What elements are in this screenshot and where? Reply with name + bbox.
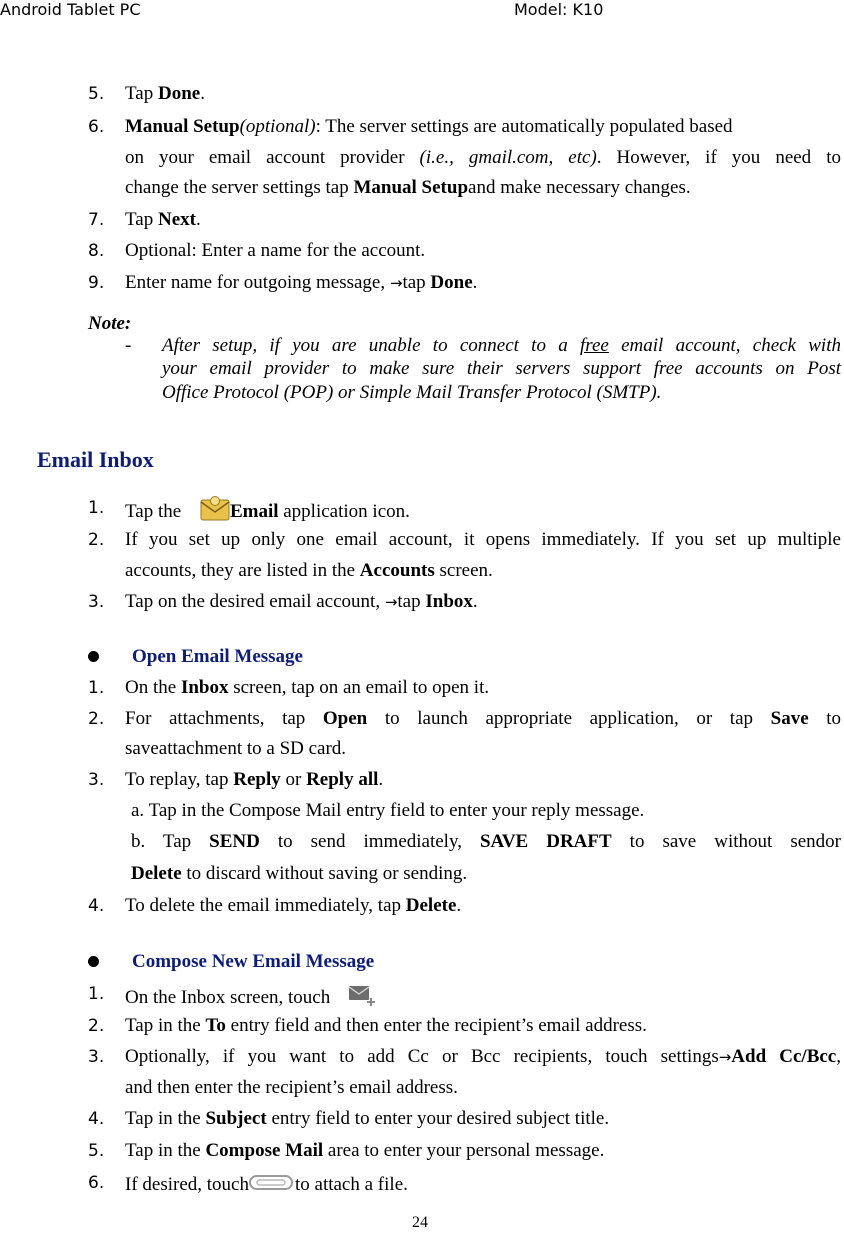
list-item: Manual Setup(optional): The server settings are automatically populated based bbox=[125, 116, 733, 137]
sub-item: a. Tap in the Compose Mail entry field to enter your reply message. bbox=[131, 800, 645, 821]
list-number: 4. bbox=[88, 1109, 105, 1129]
list-number: 7. bbox=[88, 210, 105, 230]
note-text: your email provider to make sure their servers support free accounts on Post bbox=[162, 358, 841, 379]
header-model: Model: K10 bbox=[514, 0, 604, 19]
subsection-heading: Compose New Email Message bbox=[132, 951, 375, 972]
compose-icon bbox=[347, 982, 379, 1015]
list-number: 6. bbox=[88, 117, 105, 137]
list-item: Enter name for outgoing message, →tap Done. bbox=[125, 272, 478, 293]
list-item: If you set up only one email account, it opens immediately. If you set up multiple bbox=[125, 529, 841, 550]
list-number: 4. bbox=[88, 896, 105, 916]
list-item-cont: and then enter the recipient’s email address. bbox=[125, 1077, 458, 1098]
list-number: 9. bbox=[88, 273, 105, 293]
email-app-icon bbox=[200, 496, 230, 529]
arrow-icon: → bbox=[384, 593, 398, 611]
list-number: 1. bbox=[88, 678, 105, 698]
list-item-cont: on your email account provider (i.e., gmail.com, etc). However, if you need to bbox=[125, 147, 841, 168]
list-number: 2. bbox=[88, 530, 105, 550]
list-number: 5. bbox=[88, 84, 105, 104]
page-number: 24 bbox=[412, 1214, 428, 1231]
list-item: Tap on the desired email account, →tap Inbox. bbox=[125, 591, 478, 612]
list-number: 5. bbox=[88, 1141, 105, 1161]
section-heading: Email Inbox bbox=[37, 447, 154, 472]
arrow-icon: → bbox=[389, 274, 403, 292]
list-item: Tap in the To entry field and then enter the recipient’s email address. bbox=[125, 1015, 647, 1036]
list-number: 1. bbox=[88, 984, 105, 1004]
paperclip-icon bbox=[249, 1171, 295, 1200]
list-item: Tap Next. bbox=[125, 209, 201, 230]
arrow-icon: → bbox=[718, 1048, 732, 1066]
list-number: 3. bbox=[88, 1047, 105, 1067]
list-item: For attachments, tap Open to launch appropriate application, or tap Save to bbox=[125, 708, 842, 729]
list-item: Tap the Email application icon. bbox=[125, 496, 410, 529]
list-item-cont: change the server settings tap Manual Setupand make necessary changes. bbox=[125, 177, 691, 198]
note-text: Office Protocol (POP) or Simple Mail Transfer Protocol (SMTP). bbox=[162, 382, 662, 403]
list-number: 8. bbox=[88, 241, 105, 261]
subsection-heading: Open Email Message bbox=[132, 646, 303, 667]
sub-item: b. Tap SEND to send immediately, SAVE DRAFT to save without sendor bbox=[131, 831, 841, 852]
header-product: Android Tablet PC bbox=[0, 0, 141, 19]
list-item-cont: accounts, they are listed in the Accounts screen. bbox=[125, 560, 493, 581]
bullet-icon bbox=[88, 956, 99, 967]
note-dash: - bbox=[125, 335, 132, 356]
list-number: 2. bbox=[88, 1016, 105, 1036]
list-number: 3. bbox=[88, 770, 105, 790]
note-text: After setup, if you are unable to connect to a free email account, check with bbox=[162, 335, 841, 356]
list-item: To replay, tap Reply or Reply all. bbox=[125, 769, 384, 790]
list-item: On the Inbox screen, touch bbox=[125, 982, 379, 1015]
list-number: 6. bbox=[88, 1173, 105, 1193]
list-item: Optional: Enter a name for the account. bbox=[125, 240, 426, 261]
list-item: Tap Done. bbox=[125, 83, 205, 104]
list-number: 2. bbox=[88, 709, 105, 729]
list-item: If desired, touch to attach a file. bbox=[125, 1171, 408, 1200]
list-item: Tap in the Subject entry field to enter your desired subject title. bbox=[125, 1108, 610, 1129]
list-item: To delete the email immediately, tap Delete. bbox=[125, 895, 462, 916]
list-item: Optionally, if you want to add Cc or Bcc recipients, touch settings→Add Cc/Bcc, bbox=[125, 1046, 841, 1067]
list-number: 3. bbox=[88, 592, 105, 612]
bullet-icon bbox=[88, 651, 99, 662]
list-item: On the Inbox screen, tap on an email to open it. bbox=[125, 677, 490, 698]
list-number: 1. bbox=[88, 498, 105, 518]
list-item-cont: saveattachment to a SD card. bbox=[125, 738, 347, 759]
note-label: Note: bbox=[88, 313, 132, 334]
sub-item-cont: Delete to discard without saving or sending. bbox=[131, 863, 468, 884]
list-item: Tap in the Compose Mail area to enter your personal message. bbox=[125, 1140, 605, 1161]
